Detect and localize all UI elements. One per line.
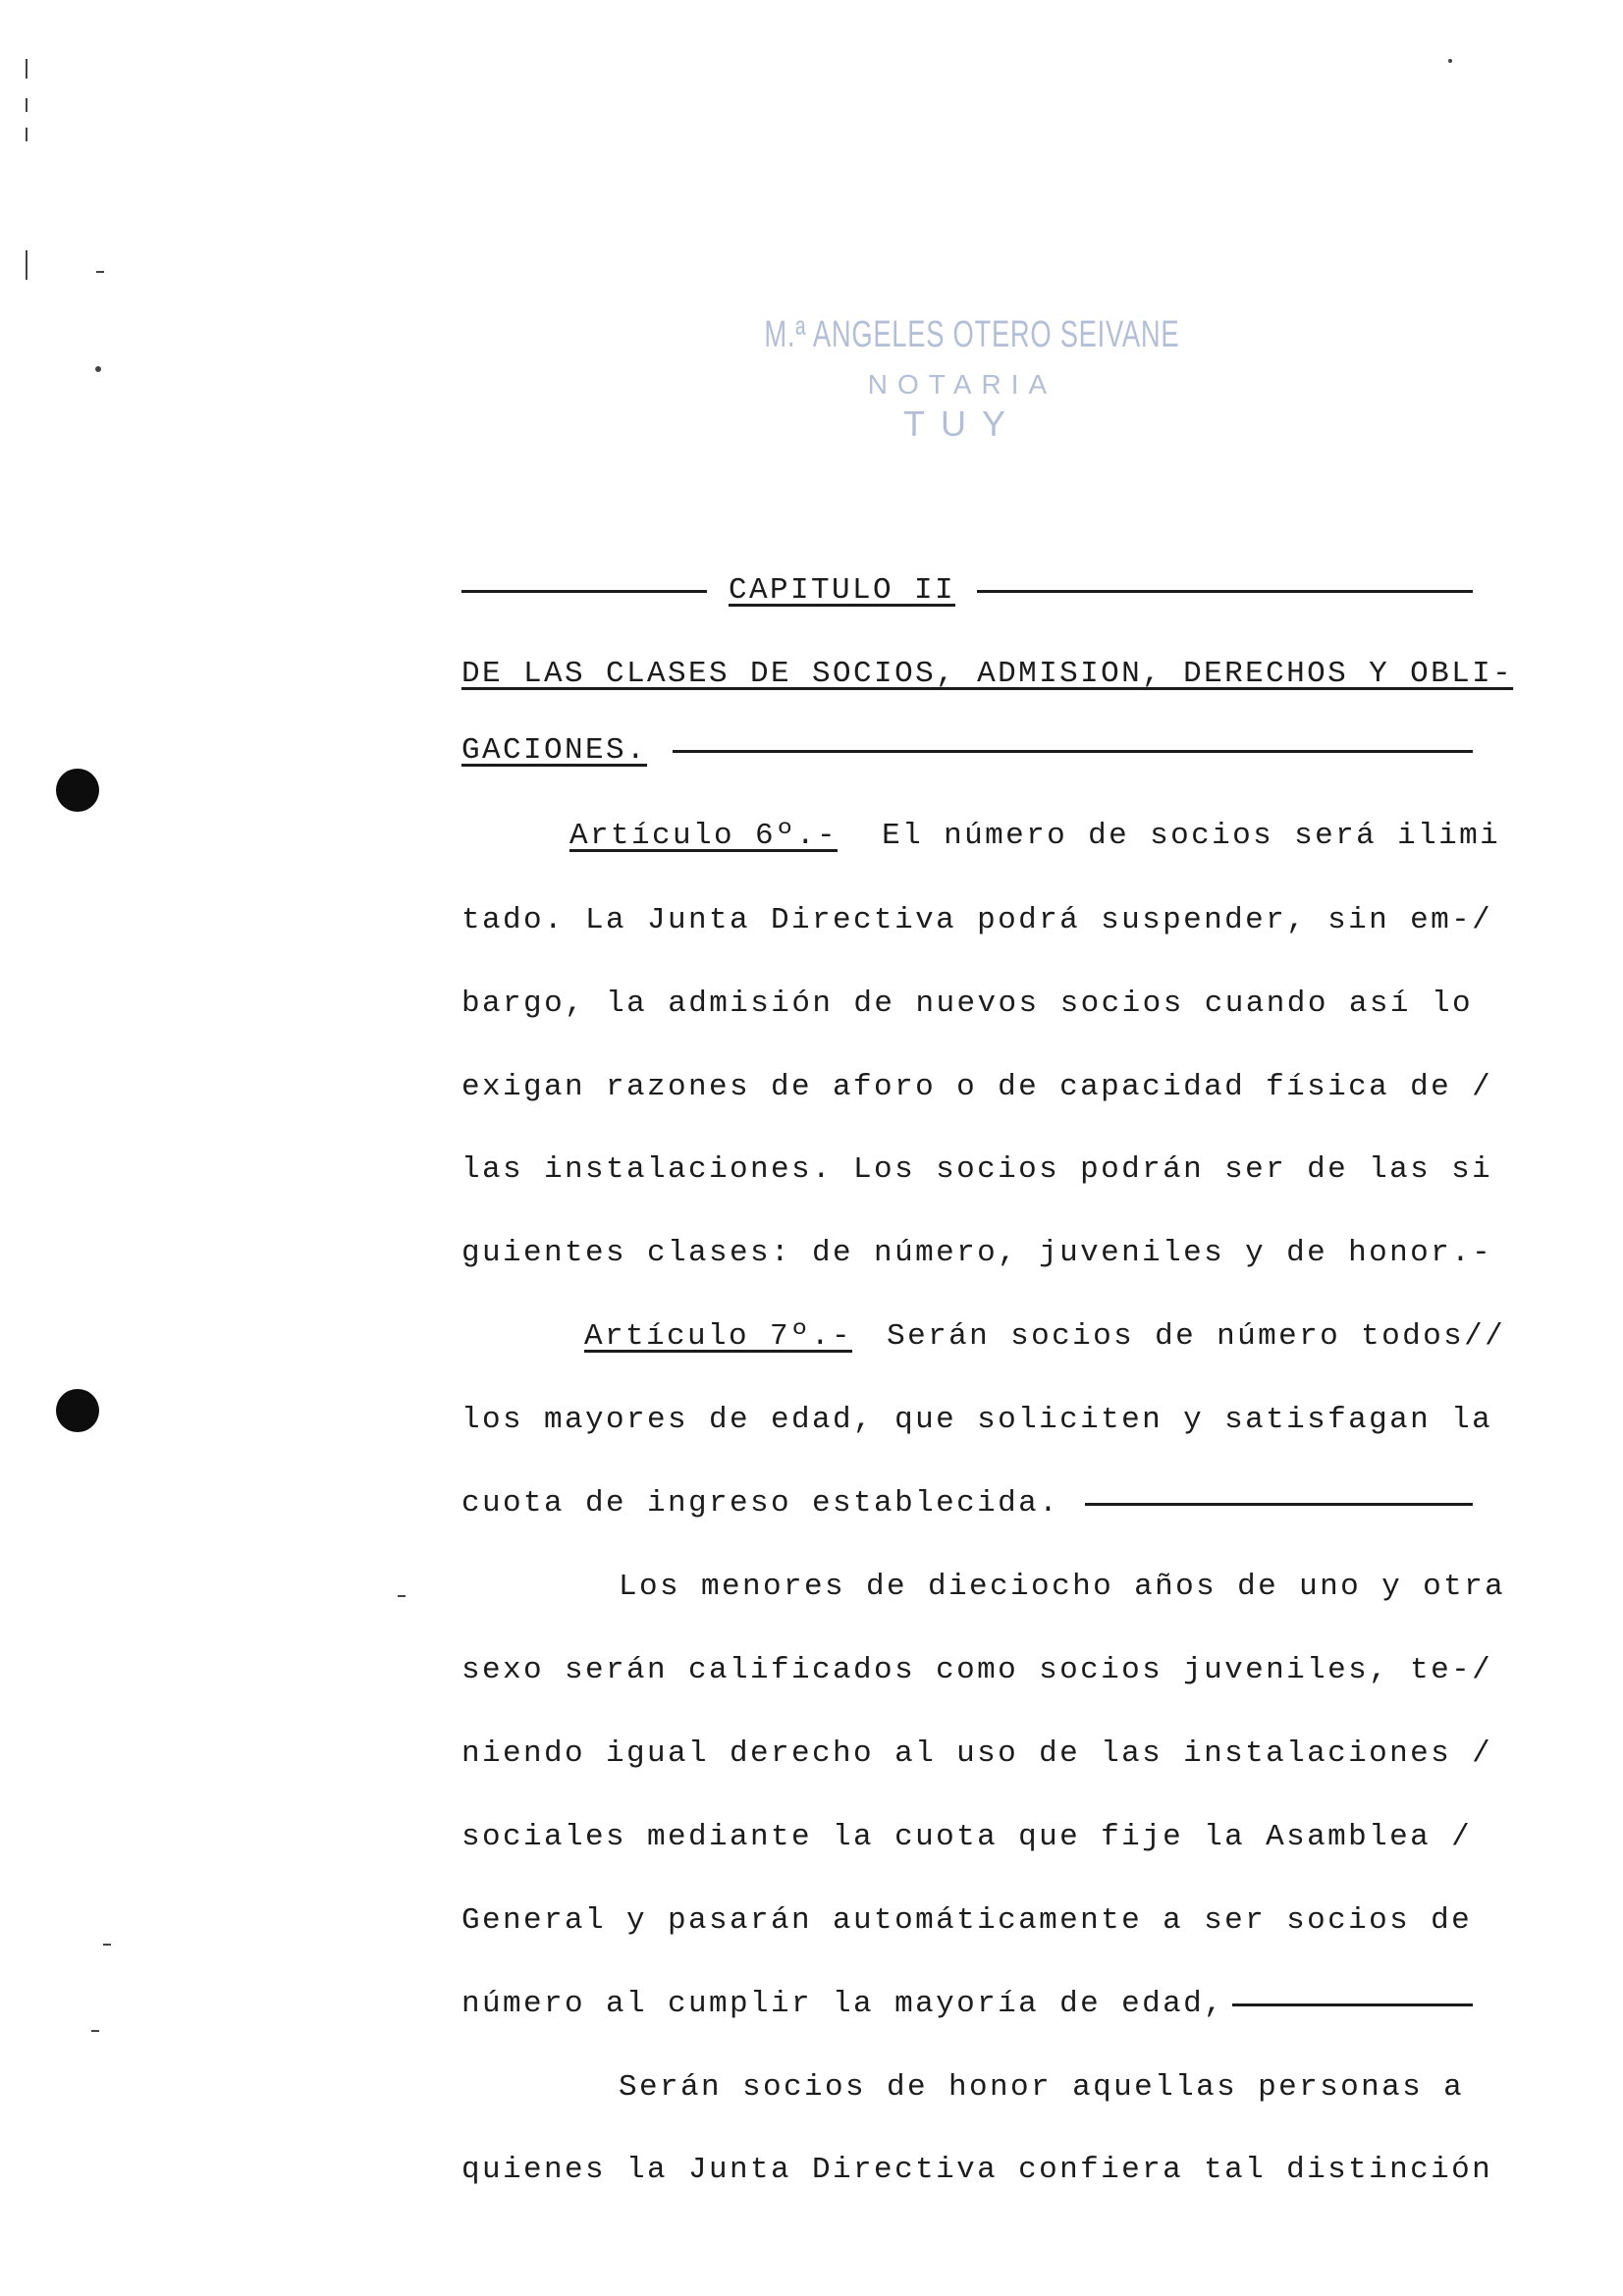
chapter-heading	[461, 571, 1473, 611]
article-text: guientes clases: de número, juveniles y de honor.-	[461, 1236, 1493, 1270]
paragraph-text-line	[461, 1901, 1473, 1941]
article-text: tado. La Junta Directiva podrá suspender, sin em-/	[461, 903, 1493, 937]
article-6-label: Artículo 6º.-	[569, 819, 839, 853]
margin-mark	[95, 366, 101, 372]
margin-mark	[1448, 59, 1452, 63]
section-heading-text: GACIONES.	[461, 733, 648, 768]
stamp-notary-name: M.ª ANGELES OTERO SEIVANE	[764, 314, 1180, 355]
article-text: las instalaciones. Los socios podrán ser de las si	[461, 1152, 1493, 1187]
paragraph-text: Los menores de dieciocho años de uno y otra	[619, 1570, 1506, 1604]
margin-mark	[26, 128, 27, 141]
paragraph-text-line	[461, 1651, 1493, 1690]
dash-rule	[977, 590, 1473, 593]
paragraph-text: Serán socios de honor aquellas personas a	[619, 2070, 1465, 2105]
margin-mark	[96, 271, 104, 273]
paragraph-text-line	[461, 2151, 1493, 2190]
article-text: exigan razones de aforo o de capacidad física de /	[461, 1070, 1493, 1104]
paragraph-text: sociales mediante la cuota que fije la Asamblea /	[461, 1820, 1473, 1854]
article-text-line	[461, 1484, 1473, 1523]
article-7-line	[461, 1317, 1506, 1357]
article-7-label: Artículo 7º.-	[584, 1319, 853, 1354]
article-text-line	[461, 1150, 1493, 1190]
article-text-line	[461, 1401, 1493, 1440]
article-text: los mayores de edad, que soliciten y satisfagan la	[461, 1403, 1493, 1437]
section-heading-line2	[461, 731, 1473, 771]
paragraph-text: número al cumplir la mayoría de edad,	[461, 1987, 1225, 2021]
paragraph-text: General y pasarán automáticamente a ser socios de	[461, 1903, 1473, 1938]
article-text: Serán socios de número todos//	[887, 1319, 1506, 1354]
dash-rule	[1232, 2003, 1473, 2006]
margin-mark	[26, 98, 27, 112]
section-heading-line1	[461, 655, 1514, 694]
stamp-city: TUY	[903, 403, 1021, 444]
paragraph-text-line	[461, 1735, 1493, 1774]
margin-mark	[26, 250, 27, 280]
article-text: El número de socios será ilimi	[882, 819, 1501, 853]
article-6-line	[461, 817, 1501, 856]
paragraph-text: niendo igual derecho al uso de las instalaciones /	[461, 1736, 1493, 1771]
paragraph-text-line	[461, 1818, 1473, 1857]
margin-mark	[103, 1944, 111, 1946]
section-heading-text: DE LAS CLASES DE SOCIOS, ADMISION, DERECHOS Y OBLI-	[461, 657, 1514, 691]
article-text-line	[461, 901, 1493, 940]
article-text-line	[461, 1234, 1493, 1273]
chapter-title: CAPITULO II	[729, 573, 956, 608]
margin-mark	[26, 59, 27, 79]
margin-mark	[398, 1595, 406, 1597]
article-text-line	[461, 1068, 1493, 1107]
paragraph-text: sexo serán calificados como socios juveniles, te-/	[461, 1653, 1493, 1687]
paragraph-text: quienes la Junta Directiva confiera tal distinción	[461, 2153, 1493, 2187]
punch-hole-bottom	[56, 1389, 99, 1432]
paragraph-text-line	[461, 1985, 1473, 2024]
margin-mark	[91, 2030, 99, 2032]
article-text: bargo, la admisión de nuevos socios cuando así lo	[461, 987, 1473, 1021]
paragraph-text-line	[461, 2068, 1473, 2108]
article-text: cuota de ingreso establecida.	[461, 1486, 1060, 1521]
notary-stamp	[687, 316, 1237, 442]
punch-hole-top	[56, 769, 99, 812]
paragraph-text-line	[461, 1568, 1506, 1607]
article-text-line	[461, 985, 1473, 1024]
dash-rule	[461, 590, 707, 593]
dash-rule	[1085, 1503, 1473, 1506]
stamp-notaria: NOTARIA	[867, 369, 1057, 400]
dash-rule	[673, 750, 1473, 753]
